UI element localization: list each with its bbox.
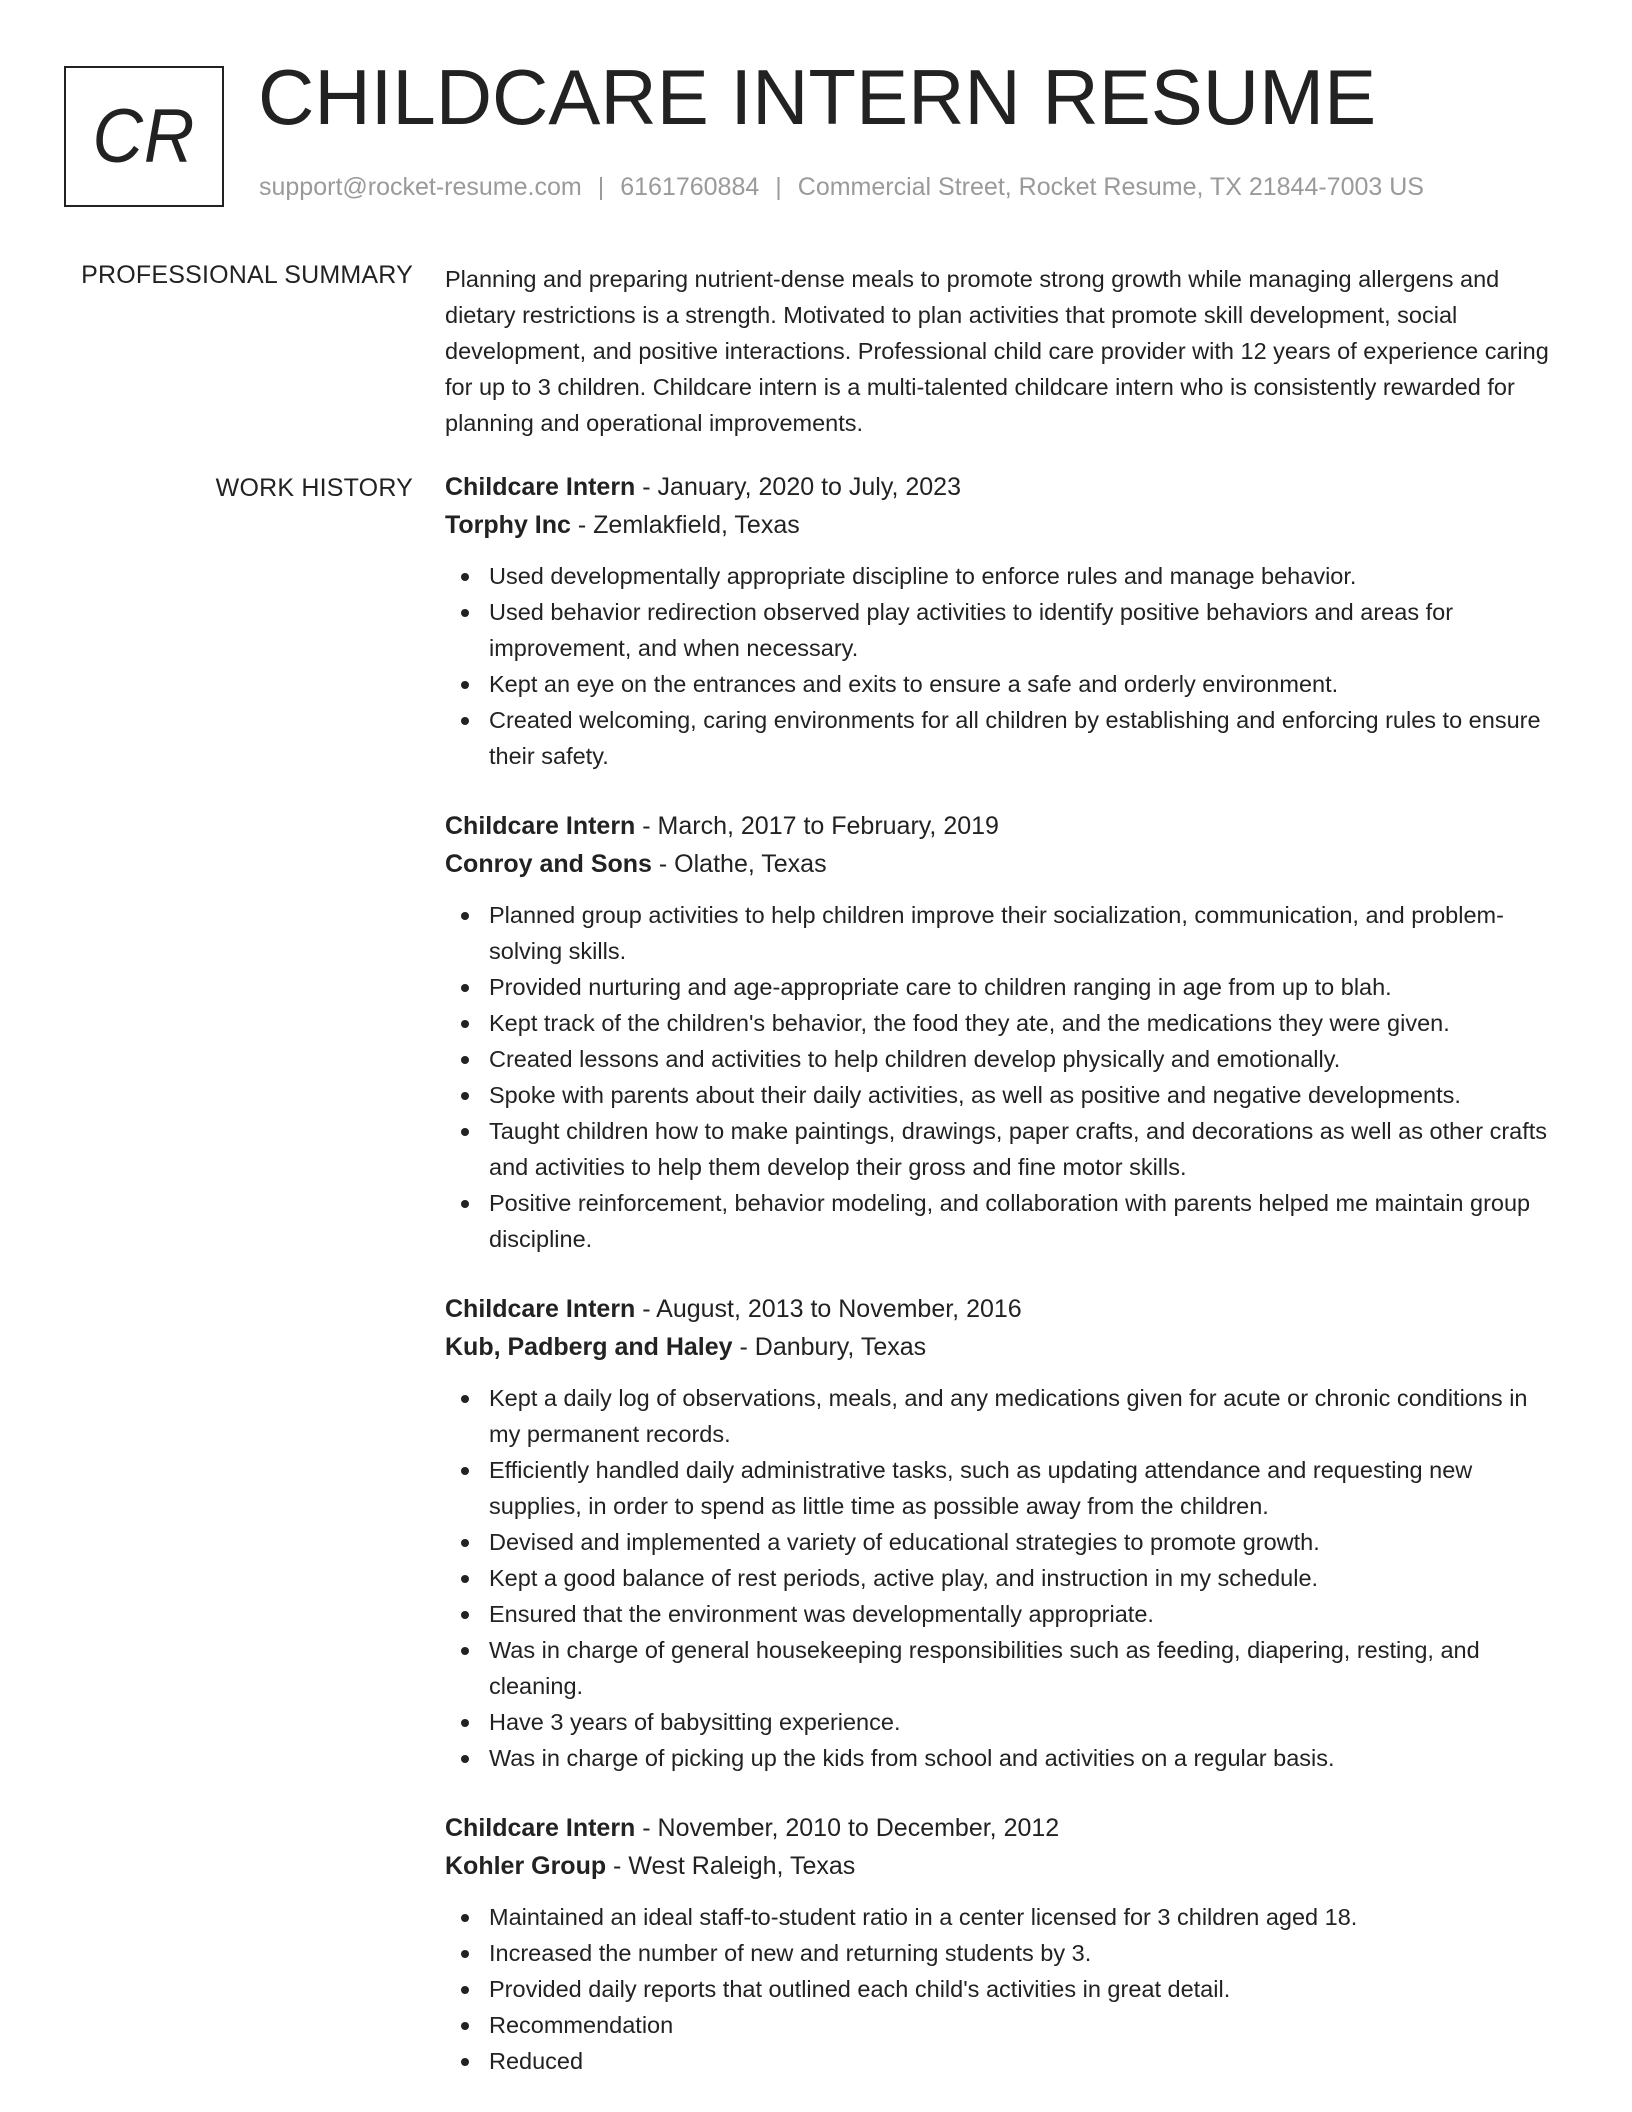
job-dates: - March, 2017 to February, 2019 — [635, 812, 999, 840]
job-bullet: Have 3 years of babysitting experience. — [445, 1704, 1563, 1740]
monogram-box — [64, 66, 224, 207]
summary-body — [445, 261, 1563, 441]
job-title-line — [445, 1809, 1563, 1847]
job-title: Childcare Intern — [445, 812, 636, 840]
job-bullet: Was in charge of picking up the kids from school and activities on a regular basis. — [445, 1740, 1563, 1776]
job-bullet: Provided daily reports that outlined each child's activities in great detail. — [445, 1971, 1563, 2007]
job-bullets — [445, 897, 1563, 1257]
job-company: Torphy Inc — [445, 511, 571, 539]
job-entry — [445, 1809, 1563, 2079]
job-bullet: Kept an eye on the entrances and exits to ensure a safe and orderly environment. — [445, 666, 1563, 702]
contact-phone: 6161760884 — [620, 173, 760, 201]
job-bullet: Used behavior redirection observed play activities to identify positive behaviors and areas for improvement, and when necessary. — [445, 594, 1563, 666]
work-history-label: WORK HISTORY — [215, 474, 413, 502]
contact-address: Commercial Street, Rocket Resume, TX 21844-7003 US — [797, 173, 1424, 201]
job-dates: - November, 2010 to December, 2012 — [635, 1814, 1060, 1842]
job-location: - Zemlakfield, Texas — [570, 511, 800, 539]
job-company-line — [445, 845, 1563, 883]
contact-separator: | — [775, 173, 782, 201]
job-dates: - August, 2013 to November, 2016 — [635, 1295, 1022, 1323]
job-bullet: Reduced — [445, 2043, 1563, 2079]
job-title: Childcare Intern — [445, 1295, 636, 1323]
job-bullet: Maintained an ideal staff-to-student ratio in a center licensed for 3 children aged 18. — [445, 1899, 1563, 1935]
job-title: Childcare Intern — [445, 1814, 636, 1842]
job-title-line — [445, 807, 1563, 845]
job-title-line — [445, 1290, 1563, 1328]
contact-email: support@rocket-resume.com — [259, 173, 582, 201]
job-bullet: Efficiently handled daily administrative tasks, such as updating attendance and requesting new supplies, in order to spend as little time as possible away from the children. — [445, 1452, 1563, 1524]
job-bullets — [445, 1899, 1563, 2079]
job-company-line — [445, 506, 1563, 544]
job-bullet: Used developmentally appropriate discipline to enforce rules and manage behavior. — [445, 558, 1563, 594]
job-location: - Danbury, Texas — [732, 1333, 927, 1361]
job-bullet: Kept track of the children's behavior, the food they ate, and the medications they were given. — [445, 1005, 1563, 1041]
job-dates: - January, 2020 to July, 2023 — [635, 473, 961, 501]
job-bullet: Created welcoming, caring environments for all children by establishing and enforcing rules to ensure their safety. — [445, 702, 1563, 774]
job-bullets — [445, 558, 1563, 774]
job-bullet: Provided nurturing and age-appropriate care to children ranging in age from up to blah. — [445, 969, 1563, 1005]
job-bullet: Positive reinforcement, behavior modeling, and collaboration with parents helped me maintain group discipline. — [445, 1185, 1563, 1257]
job-bullet: Taught children how to make paintings, drawings, paper crafts, and decorations as well as other crafts and activities to help them develop their gross and fine motor skills. — [445, 1113, 1563, 1185]
job-bullet: Planned group activities to help children improve their socialization, communication, and problem-solving skills. — [445, 897, 1563, 969]
resume-title: CHILDCARE INTERN RESUME — [258, 53, 1377, 141]
summary-text: Planning and preparing nutrient-dense meals to promote strong growth while managing allergens and dietary restrictions is a strength. Motivated to plan activities that promote skill development, social development, and positive interactions. Professional child care provider with 12 years of experience caring for up to 3 children. Childcare intern is a multi-talented childcare intern who is consistently rewarded for planning and operational improvements. — [445, 266, 1549, 436]
job-location: - Olathe, Texas — [651, 850, 827, 878]
job-entry — [445, 807, 1563, 1257]
job-bullet: Kept a daily log of observations, meals, and any medications given for acute or chronic conditions in my permanent records. — [445, 1380, 1563, 1452]
job-location: - West Raleigh, Texas — [606, 1852, 856, 1880]
job-company: Conroy and Sons — [445, 850, 652, 878]
job-bullet: Created lessons and activities to help children develop physically and emotionally. — [445, 1041, 1563, 1077]
job-bullet: Was in charge of general housekeeping responsibilities such as feeding, diapering, resting, and cleaning. — [445, 1632, 1563, 1704]
job-company-line — [445, 1328, 1563, 1366]
job-bullet: Increased the number of new and returning students by 3. — [445, 1935, 1563, 1971]
job-bullet: Recommendation — [445, 2007, 1563, 2043]
contact-separator: | — [597, 173, 605, 201]
job-title-line — [445, 468, 1563, 506]
job-bullet: Spoke with parents about their daily activities, as well as positive and negative developments. — [445, 1077, 1563, 1113]
job-entry — [445, 1290, 1563, 1776]
job-company: Kub, Padberg and Haley — [445, 1333, 733, 1361]
job-bullet: Ensured that the environment was developmentally appropriate. — [445, 1596, 1563, 1632]
monogram-text: CR — [92, 94, 196, 179]
job-bullets — [445, 1380, 1563, 1776]
job-title: Childcare Intern — [445, 473, 636, 501]
job-entry — [445, 468, 1563, 774]
job-company: Kohler Group — [445, 1852, 607, 1880]
job-bullet: Devised and implemented a variety of educational strategies to promote growth. — [445, 1524, 1563, 1560]
work-history-body — [445, 468, 1563, 2112]
job-bullet: Kept a good balance of rest periods, active play, and instruction in my schedule. — [445, 1560, 1563, 1596]
summary-label: PROFESSIONAL SUMMARY — [81, 261, 413, 289]
job-company-line — [445, 1847, 1563, 1885]
contact-line — [259, 175, 1424, 200]
